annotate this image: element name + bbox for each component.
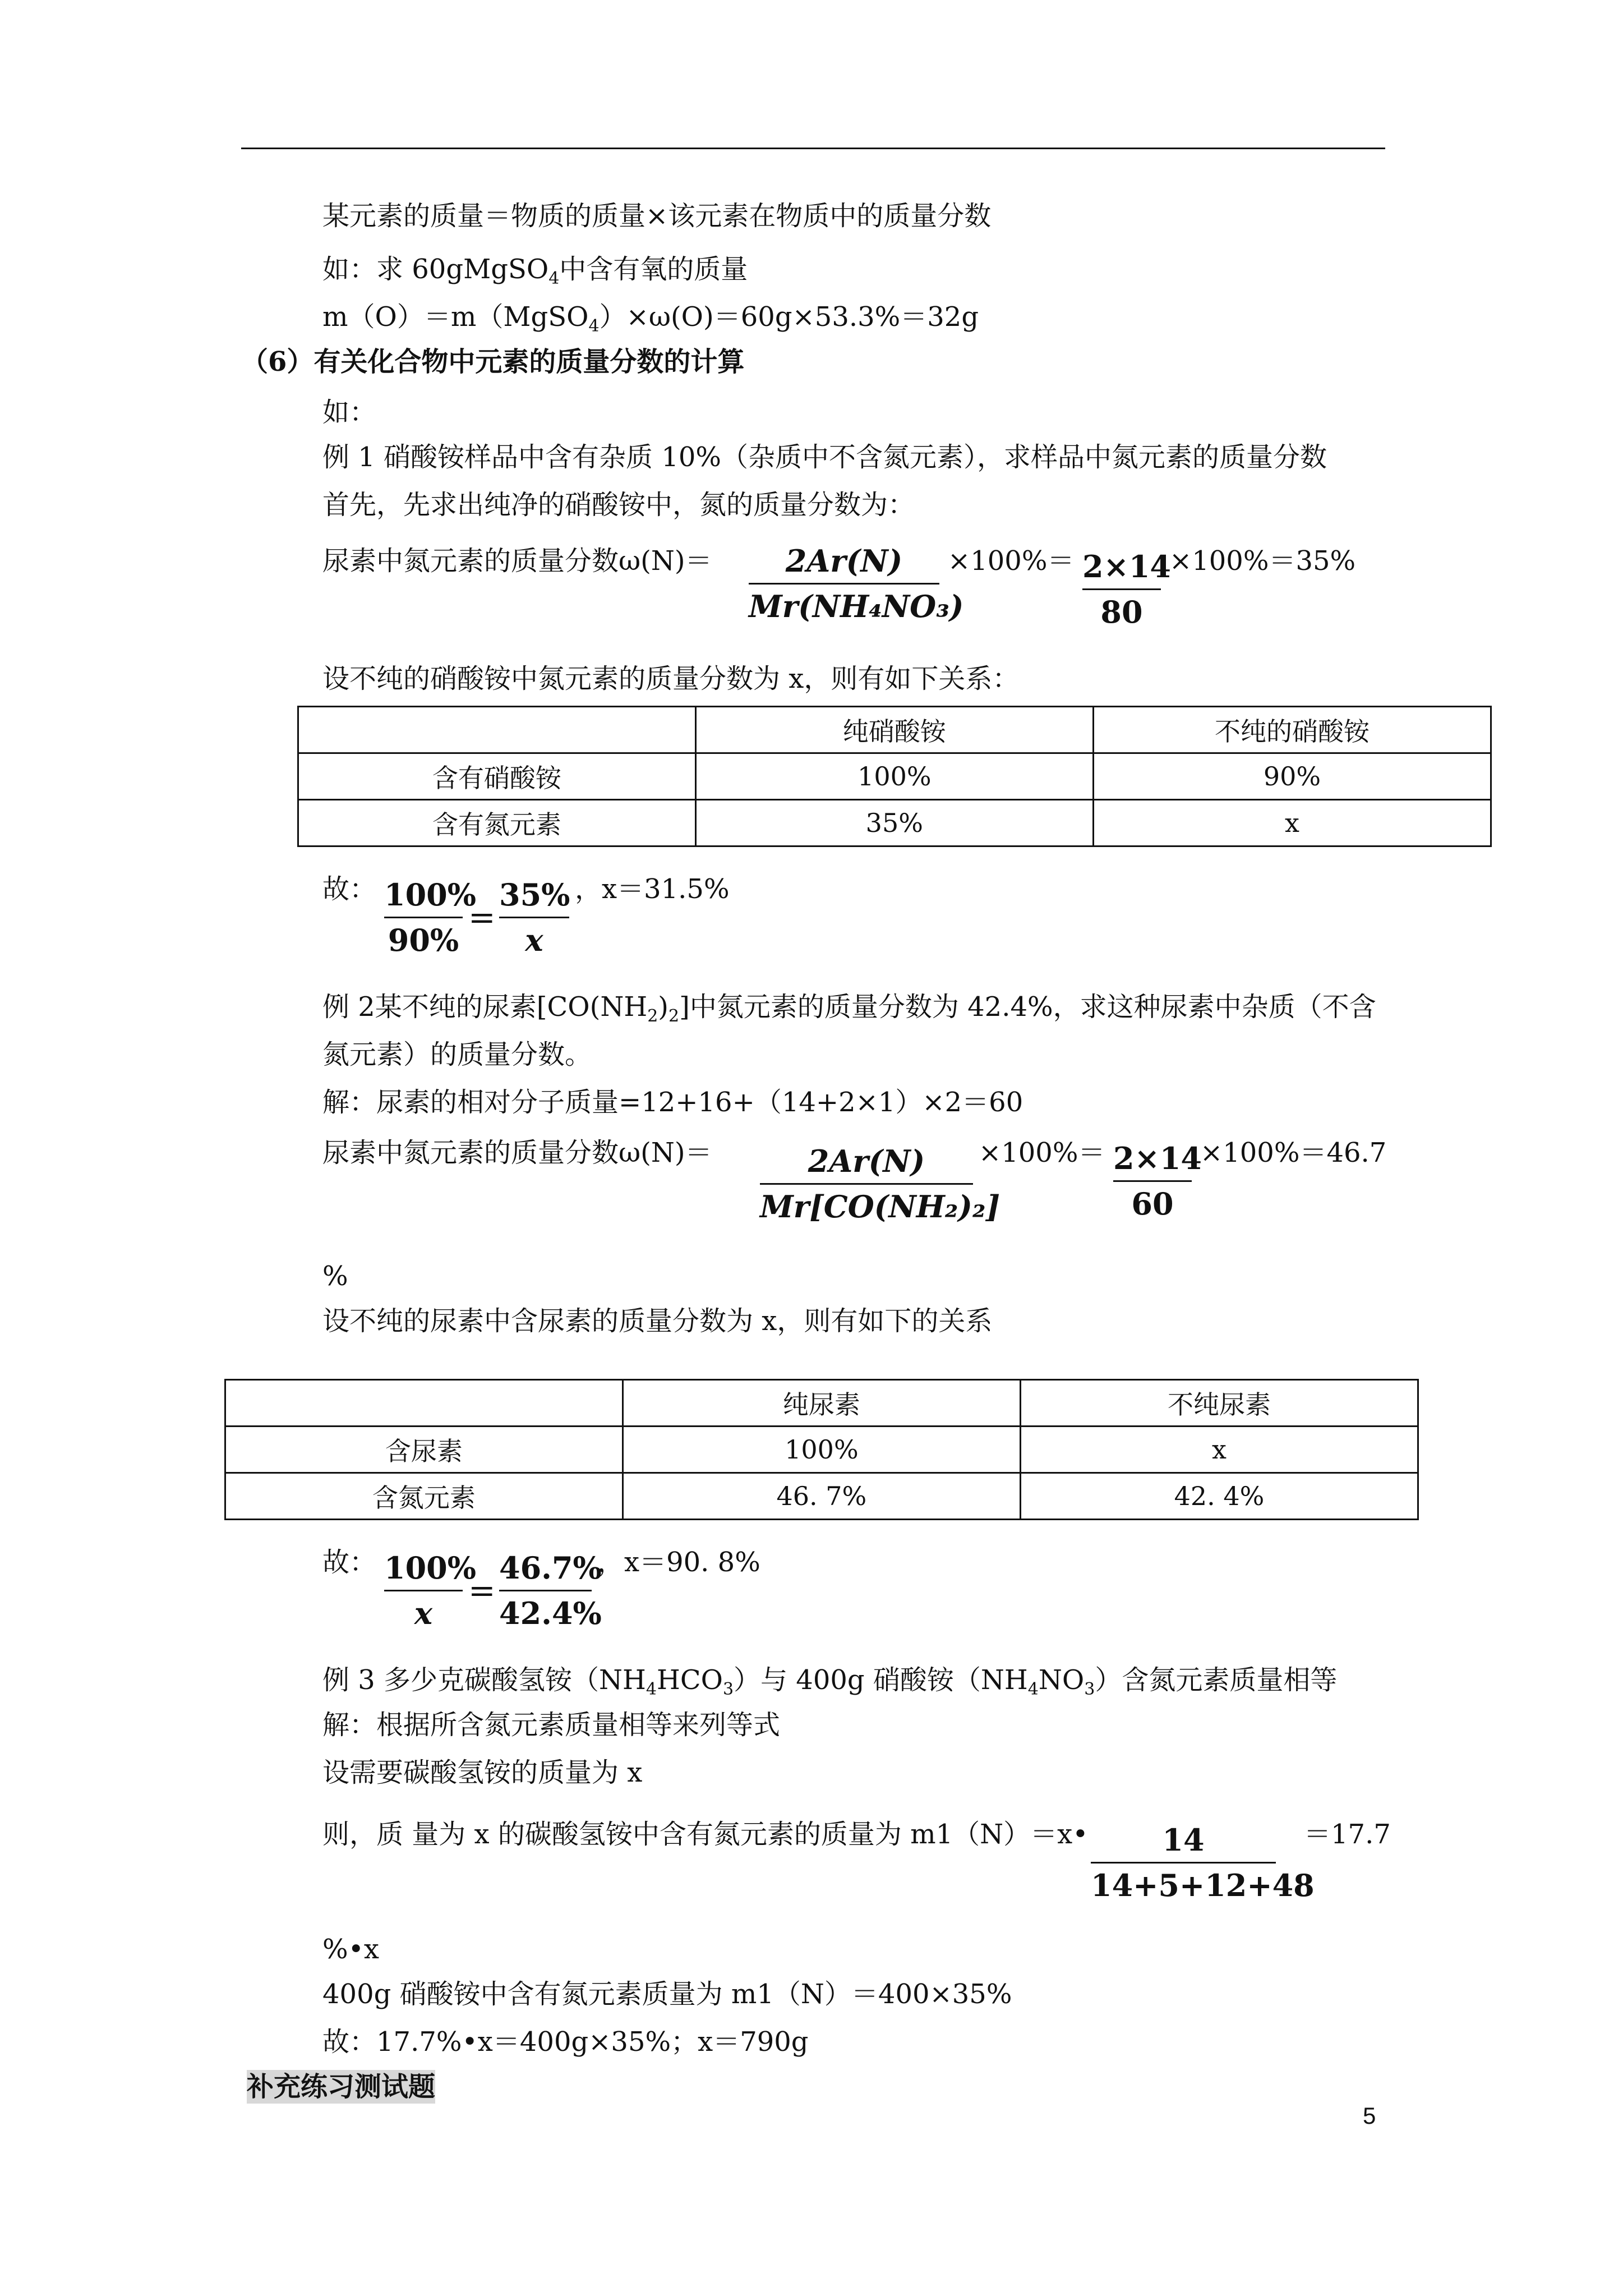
header-rule	[241, 148, 1385, 149]
text-line: 设不纯的硝酸铵中氮元素的质量分数为 x，则有如下关系：	[322, 663, 1020, 694]
text-line: ，x＝31.5%	[575, 873, 730, 905]
table-cell: 100%	[623, 1427, 1020, 1473]
text-line: 氮元素）的质量分数。	[322, 1039, 592, 1070]
equals-sign: =	[468, 1571, 496, 1609]
text-line: ×100%＝46.7	[1200, 1137, 1387, 1168]
text-line: 400g 硝酸铵中含有氮元素质量为 m1（N）＝400×35%	[322, 1978, 1012, 2010]
text-line: m（O）＝m（MgSO$_4$）×ω(O)＝60g×53.3%＝32g	[322, 301, 979, 336]
text-line: ×100%＝35%	[1169, 545, 1356, 577]
formula-label: 尿素中氮元素的质量分数ω(N)＝	[322, 545, 712, 577]
table-row	[298, 800, 1491, 846]
text-line: 例 2某不纯的尿素$[CO(NH_2)_2]$中氮元素的质量分数为 42.4%，求这种尿素中杂质（不含	[322, 991, 1376, 1026]
table-cell: 含有氮元素	[298, 800, 696, 846]
table-cell: 不纯尿素	[1021, 1380, 1418, 1427]
data-table	[224, 1379, 1419, 1520]
fraction: 35% x	[499, 877, 570, 958]
text-line: 解：尿素的相对分子质量=12+16+（14+2×1）×2＝60	[322, 1087, 1023, 1118]
text-line: 则，质 量为 x 的碳酸氢铵中含有氮元素的质量为 m1（N）＝x•	[322, 1819, 1089, 1850]
text-line: 故：	[322, 873, 377, 905]
text-line: 解：根据所含氮元素质量相等来列等式	[322, 1709, 781, 1741]
table-cell	[298, 707, 696, 753]
text-line: ＝17.7	[1304, 1819, 1391, 1850]
table-cell: 含有硝酸铵	[298, 753, 696, 800]
table-row	[225, 1473, 1418, 1520]
section-heading: 补充练习测试题	[247, 2071, 436, 2102]
table-row	[225, 1380, 1418, 1427]
data-table	[297, 706, 1492, 847]
fraction: 100% x	[384, 1550, 477, 1631]
page-number: 5	[1363, 2102, 1376, 2129]
table-cell: 46. 7%	[623, 1473, 1020, 1520]
text-line: 故：	[322, 1547, 377, 1578]
text-line: ×100%＝	[979, 1137, 1105, 1168]
table-cell: 90%	[1093, 753, 1491, 800]
table-cell: x	[1093, 800, 1491, 846]
fraction: 2Ar(N) Mr[CO(NH₂)₂]	[760, 1143, 1000, 1225]
text-line: %•x	[322, 1934, 379, 1965]
table-cell: 42. 4%	[1021, 1473, 1418, 1520]
text-line: 例 3 多少克碳酸氢铵$(NH_4HCO_3)$与 400g 硝酸铵$(NH_4NO_3)$含氮元素质量相等	[322, 1664, 1338, 1699]
text-line: 首先，先求出纯净的硝酸铵中，氮的质量分数为：	[322, 489, 915, 521]
section-heading: （6）有关化合物中元素的质量分数的计算	[241, 346, 745, 378]
table-cell: 含氮元素	[225, 1473, 623, 1520]
text-line: 设不纯的尿素中含尿素的质量分数为 x，则有如下的关系	[322, 1305, 993, 1337]
table-cell: 纯尿素	[623, 1380, 1020, 1427]
table-cell: 35%	[695, 800, 1093, 846]
text-line: 故：17.7%•x＝400g×35%；x＝790g	[322, 2026, 809, 2058]
table-cell: x	[1021, 1427, 1418, 1473]
text-line: 如：求 60gMgSO$_4$中含有氧的质量	[322, 254, 748, 288]
equals-sign: =	[468, 898, 496, 936]
formula-label: 尿素中氮元素的质量分数ω(N)＝	[322, 1137, 712, 1168]
fraction: 46.7% 42.4%	[499, 1550, 602, 1631]
table-row	[225, 1427, 1418, 1473]
fraction: 2×14 80	[1082, 549, 1171, 630]
table-cell	[225, 1380, 623, 1427]
fraction: 100% 90%	[384, 877, 477, 958]
text-line: 某元素的质量＝物质的质量×该元素在物质中的质量分数	[322, 200, 992, 232]
table-row	[298, 753, 1491, 800]
fraction: 14 14+5+12+48	[1091, 1822, 1315, 1903]
text-line: ×100%＝	[948, 545, 1075, 577]
table-cell: 含尿素	[225, 1427, 623, 1473]
text-line: 设需要碳酸氢铵的质量为 x	[322, 1757, 643, 1788]
text-line: 如：	[322, 397, 377, 428]
text-line: ，x＝90. 8%	[597, 1547, 760, 1578]
fraction: 2Ar(N) Mr(NH₄NO₃)	[749, 543, 964, 624]
table-cell: 100%	[695, 753, 1093, 800]
text-line: %	[322, 1260, 348, 1292]
text-line: 例 1 硝酸铵样品中含有杂质 10%（杂质中不含氮元素），求样品中氮元素的质量分数	[322, 441, 1327, 473]
fraction: 2×14 60	[1113, 1140, 1202, 1222]
table-cell: 纯硝酸铵	[695, 707, 1093, 753]
table-cell: 不纯的硝酸铵	[1093, 707, 1491, 753]
table-row	[298, 707, 1491, 753]
